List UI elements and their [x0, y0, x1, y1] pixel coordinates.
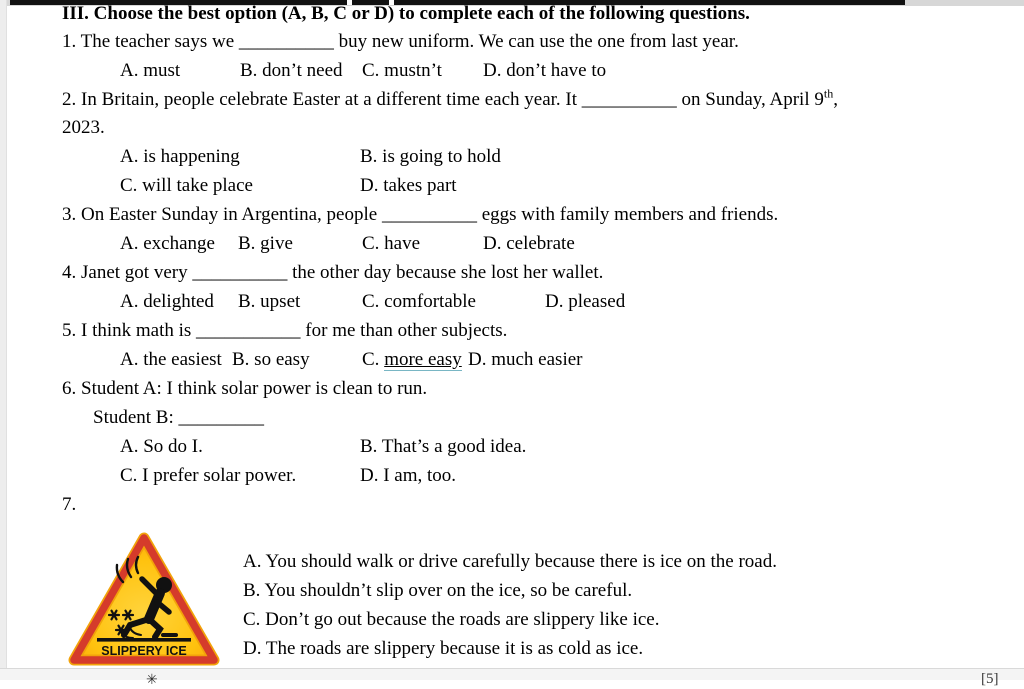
- option-b: B. That’s a good idea.: [360, 436, 527, 457]
- option-b: B. give: [238, 233, 293, 254]
- question-2-continued: [0, 115, 1024, 141]
- option-d: D. I am, too.: [360, 465, 457, 486]
- option-c: C. I prefer solar power.: [120, 465, 297, 486]
- option-c: C. mustn’t: [362, 60, 442, 81]
- question-5: [0, 318, 1024, 344]
- text-segment: 5. I think math is ___________ for me than other subjects.: [62, 320, 508, 341]
- option-d: D. don’t have to: [483, 60, 607, 81]
- option-c: C. Don’t go out because the roads are slippery like ice.: [243, 609, 660, 630]
- question-6-options-row-1: [0, 434, 1024, 460]
- option-d: D. The roads are slippery because it is as cold as ice.: [243, 638, 644, 659]
- question-6: [0, 376, 1024, 402]
- option-a: A. You should walk or drive carefully because there is ice on the road.: [243, 551, 777, 572]
- question-7-number-text: [62, 492, 76, 518]
- option-b: B. You shouldn’t slip over on the ice, so be careful.: [243, 580, 633, 601]
- option-b: B. don’t need: [240, 60, 343, 81]
- text-segment: ,: [833, 89, 838, 110]
- clipped-footnote-mark: ✳: [146, 673, 158, 688]
- option-c: C. comfortable: [362, 291, 476, 312]
- question-3-text: [62, 202, 778, 228]
- text-segment: III. Choose the best option (A, B, C or D) to complete each of the following questions.: [62, 3, 750, 24]
- question-7-number: [0, 492, 1024, 518]
- slippery-ice-warning-sign: [64, 531, 224, 671]
- question-2-continued-text: [62, 115, 105, 141]
- question-2-options-row-2: [0, 173, 1024, 199]
- question-6-student-b-text: [93, 405, 264, 431]
- option-a: A. the easiest: [120, 349, 222, 370]
- question-3: [0, 202, 1024, 228]
- question-2-options-row-1: [0, 144, 1024, 170]
- option-a: A. exchange: [120, 233, 215, 254]
- warning-triangle-icon: [64, 531, 224, 671]
- question-4-text: [62, 260, 603, 286]
- option-c: [362, 347, 462, 373]
- option-c: C. will take place: [120, 175, 253, 196]
- option-c: C. have: [362, 233, 421, 254]
- sign-label: SLIPPERY ICE: [101, 644, 187, 658]
- option-b: B. so easy: [232, 349, 310, 370]
- question-6-student-b: [0, 405, 1024, 431]
- question-1-options: [0, 58, 1024, 84]
- question-5-text: [62, 318, 507, 344]
- question-4-options: [0, 289, 1024, 315]
- option-d: D. takes part: [360, 175, 457, 196]
- question-6-text: [62, 376, 427, 402]
- text-segment: 2023.: [62, 117, 105, 138]
- question-2-text: [62, 87, 838, 113]
- ground-line: [97, 638, 191, 642]
- question-4: [0, 260, 1024, 286]
- text-segment: 7.: [62, 494, 77, 515]
- clipped-page-mark: [5]: [981, 671, 999, 687]
- question-6-options-row-2: [0, 463, 1024, 489]
- text-segment: C.: [362, 349, 385, 370]
- option-b: B. is going to hold: [360, 146, 501, 167]
- text-segment: th: [823, 86, 834, 101]
- text-segment: 2. In Britain, people celebrate Easter at a different time each year. It __________ on Sunday, April 9: [62, 89, 824, 110]
- option-b: B. upset: [238, 291, 301, 312]
- question-1: [0, 29, 1024, 55]
- text-segment: 4. Janet got very __________ the other day because she lost her wallet.: [62, 262, 604, 283]
- question-3-options: [0, 231, 1024, 257]
- option-a: A. So do I.: [120, 436, 203, 457]
- option-d: D. much easier: [468, 349, 583, 370]
- question-1-text: [62, 29, 739, 55]
- text-segment: 6. Student A: I think solar power is clean to run.: [62, 378, 428, 399]
- text-segment: 1. The teacher says we __________ buy new uniform. We can use the one from last year.: [62, 31, 739, 52]
- question-5-options: [0, 347, 1024, 373]
- exercise-heading: [0, 1, 1024, 27]
- text-segment: Student B: _________: [93, 407, 265, 428]
- option-d: D. celebrate: [483, 233, 575, 254]
- text-segment: 3. On Easter Sunday in Argentina, people __________ eggs with family members and friends.: [62, 204, 779, 225]
- option-a: A. is happening: [120, 146, 240, 167]
- question-2: [0, 87, 1024, 113]
- option-a: A. must: [120, 60, 181, 81]
- option-d: D. pleased: [545, 291, 626, 312]
- option-a: A. delighted: [120, 291, 214, 312]
- exercise-heading-text: [62, 1, 750, 27]
- underlined-text: more easy: [384, 349, 462, 370]
